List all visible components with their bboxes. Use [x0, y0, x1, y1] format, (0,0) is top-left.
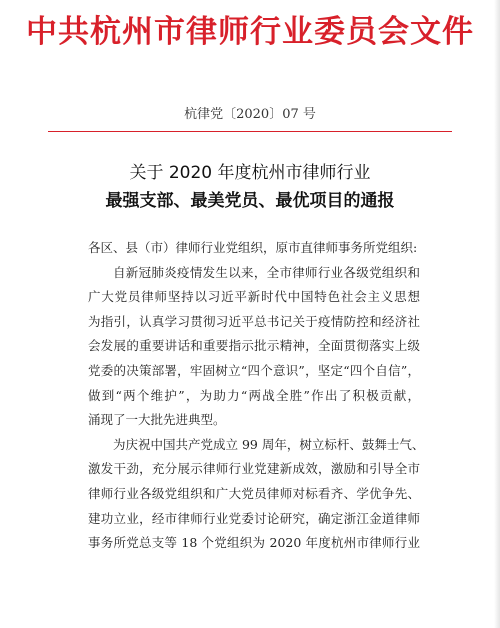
body-line: 律师行业各级党组织和广大党员律师对标看齐、学优争先、	[88, 485, 420, 501]
body-line: 做到“两个维护”，为助力“两战全胜”作出了积极贡献，	[88, 387, 420, 403]
body-line: 广大党员律师坚持以习近平新时代中国特色社会主义思想	[88, 289, 420, 305]
notice-title-line-1: 关于 2020 年度杭州市律师行业	[129, 163, 371, 183]
body-line: 事务所党总支等 18 个党组织为 2020 年度杭州市律师行业	[88, 535, 420, 551]
document-header-title: 中共杭州市律师行业委员会文件	[26, 14, 474, 50]
body-line: 自新冠肺炎疫情发生以来，全市律师行业各级党组织和	[113, 264, 420, 280]
body-line: 会发展的重要讲话和重要指示批示精神，全面贯彻落实上级	[88, 338, 420, 354]
notice-title-line-2: 最强支部、最美党员、最优项目的通报	[105, 191, 395, 211]
body-line: 各区、县（市）律师行业党组织，原市直律师事务所党组织:	[88, 240, 418, 255]
body-line: 建功立业，经市律师行业党委讨论研究，确定浙江金道律师	[88, 510, 420, 526]
document-number: 杭律党〔2020〕07 号	[184, 107, 316, 122]
page-edge-shadow	[494, 0, 500, 628]
body-line: 为指引，认真学习贯彻习近平总书记关于疫情防控和经济社	[88, 313, 420, 329]
body-line: 涌现了一大批先进典型。	[88, 412, 226, 428]
body-line: 激发干劲，充分展示律师行业党建新成效，激励和引导全市	[88, 461, 420, 477]
body-line: 党委的决策部署，牢固树立“四个意识”，坚定“四个自信”，	[88, 362, 420, 378]
body-line: 为庆祝中国共产党成立 99 周年，树立标杆、鼓舞士气、	[113, 436, 425, 452]
header-divider	[48, 131, 452, 132]
notice-body	[88, 236, 425, 556]
